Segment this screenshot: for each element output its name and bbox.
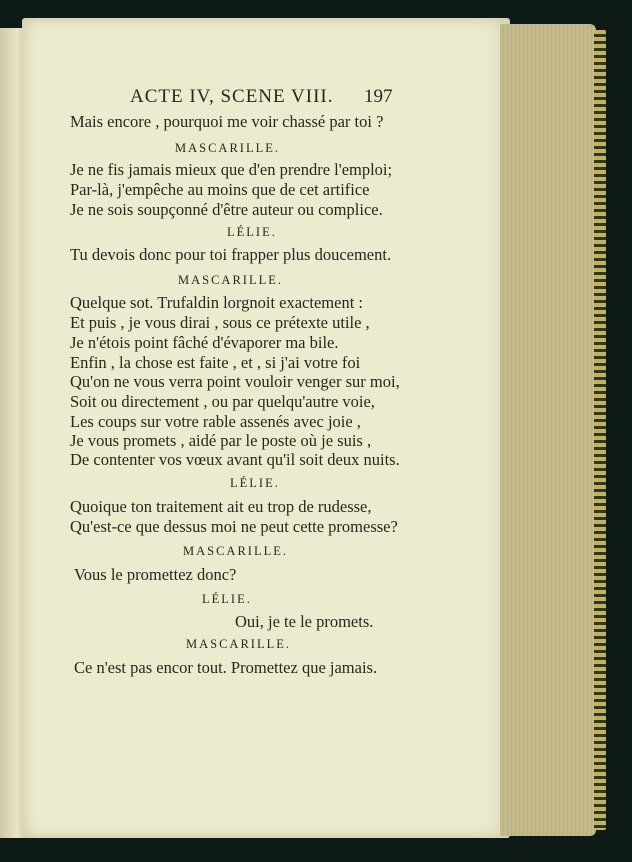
left-page-edge — [0, 28, 24, 838]
verse-line: De contenter vos vœux avant qu'il soit deux nuits. — [70, 450, 400, 469]
verse-line: Tu devois donc pour toi frapper plus doucement. — [70, 245, 392, 264]
verse-line: Enfin , la chose est faite , et , si j'ai votre foi — [70, 353, 361, 372]
page-number: 197 — [364, 86, 393, 107]
speaker-name: MASCARILLE. — [186, 637, 291, 651]
running-title: ACTE IV, SCENE VIII. — [130, 86, 334, 107]
verse-line: Les coups sur votre rable assenés avec joie , — [70, 412, 361, 431]
running-head — [0, 86, 632, 110]
verse-line: Qu'on ne vous verra point vouloir venger sur moi, — [70, 372, 400, 391]
verse-line: Et puis , je vous dirai , sous ce prétexte utile , — [70, 313, 370, 332]
verse-line: Mais encore , pourquoi me voir chassé par toi ? — [70, 112, 384, 131]
verse-line: Vous le promettez donc? — [74, 565, 237, 584]
verse-line: Oui, je te le promets. — [235, 612, 374, 631]
page-edges — [500, 24, 596, 836]
speaker-name: LÉLIE. — [230, 476, 280, 490]
verse-line: Soit ou directement , ou par quelqu'autre voie, — [70, 392, 375, 411]
verse-line: Ce n'est pas encor tout. Promettez que jamais. — [74, 658, 378, 677]
speaker-name: MASCARILLE. — [183, 544, 288, 558]
speaker-name: LÉLIE. — [227, 225, 277, 239]
verse-line: Je vous promets , aidé par le poste où je suis , — [70, 431, 372, 450]
verse-line: Je ne sois soupçonné d'être auteur ou complice. — [70, 200, 383, 219]
speaker-name: MASCARILLE. — [175, 141, 280, 155]
verse-line: Je ne fis jamais mieux que d'en prendre l'emploi; — [70, 160, 393, 179]
verse-line: Quoique ton traitement ait eu trop de rudesse, — [70, 497, 372, 516]
speaker-name: LÉLIE. — [202, 592, 252, 606]
verse-line: Je n'étois point fâché d'évaporer ma bile. — [70, 333, 339, 352]
gilt-binding — [594, 30, 606, 830]
speaker-name: MASCARILLE. — [178, 273, 283, 287]
verse-line: Quelque sot. Trufaldin lorgnoit exactement : — [70, 293, 363, 312]
verse-line: Par-là, j'empêche au moins que de cet artifice — [70, 180, 370, 199]
verse-line: Qu'est-ce que dessus moi ne peut cette promesse? — [70, 517, 398, 536]
